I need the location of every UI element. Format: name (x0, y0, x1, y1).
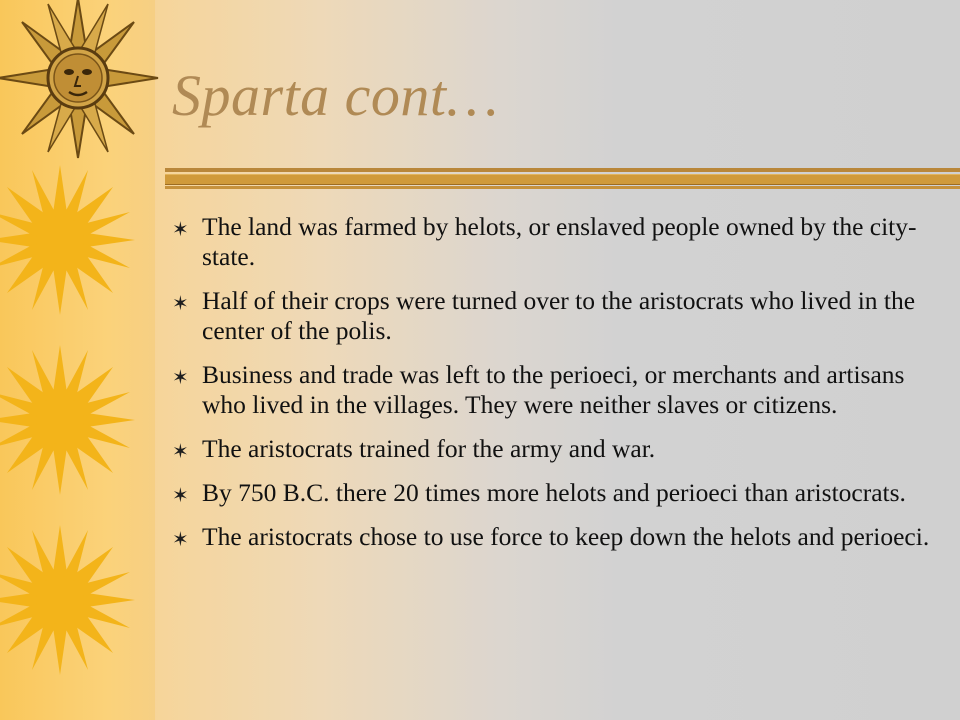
bullet-text: The aristocrats chose to use force to keep down the helots and perioeci. (202, 522, 930, 551)
star-bullet-icon: ✶ (172, 439, 189, 463)
slide-title: Sparta cont… (172, 63, 499, 128)
bullet-item (172, 434, 954, 464)
bullet-text: Half of their crops were turned over to the aristocrats who lived in the center of the polis. (202, 286, 916, 345)
sun-decor-strip (0, 0, 155, 720)
star-bullet-icon: ✶ (172, 291, 189, 315)
star-bullet-icon: ✶ (172, 527, 189, 551)
title-divider (165, 168, 960, 192)
star-bullet-icon: ✶ (172, 217, 189, 241)
sunburst-icon (0, 525, 135, 675)
bullet-item (172, 360, 954, 420)
bullet-text: The land was farmed by helots, or enslaved people owned by the city-state. (202, 212, 917, 271)
bullet-item (172, 212, 954, 272)
bullet-text: The aristocrats trained for the army and war. (202, 434, 656, 463)
star-bullet-icon: ✶ (172, 365, 189, 389)
sun-decor-graphic (0, 0, 160, 720)
sunburst-icon (0, 165, 135, 315)
sun-face-icon (0, 0, 158, 158)
bullet-item (172, 522, 954, 552)
bullet-list (172, 212, 954, 566)
star-bullet-icon: ✶ (172, 483, 189, 507)
bullet-text: By 750 B.C. there 20 times more helots and perioeci than aristocrats. (202, 478, 906, 507)
bullet-text: Business and trade was left to the perioeci, or merchants and artisans who lived in the villages. They were neither slaves or citizens. (202, 360, 905, 419)
bullet-item (172, 478, 954, 508)
bullet-item (172, 286, 954, 346)
sunburst-icon (0, 345, 135, 495)
